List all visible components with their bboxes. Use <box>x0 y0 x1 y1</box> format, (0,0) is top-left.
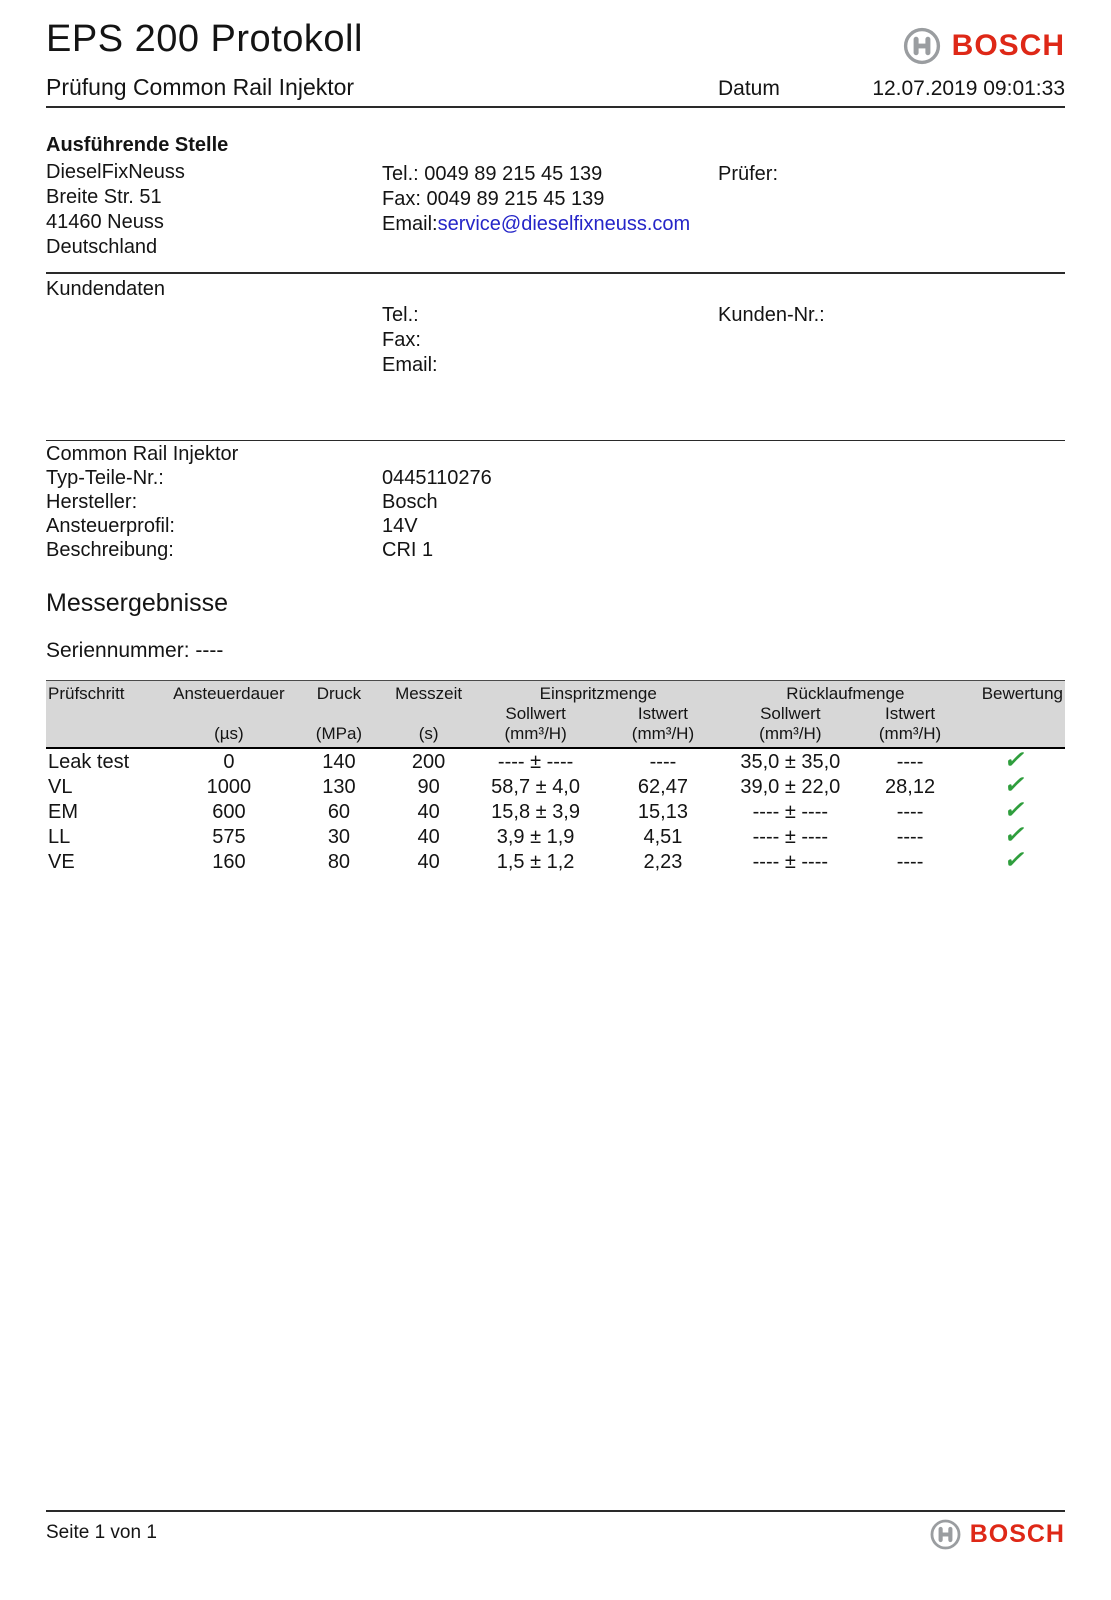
injektor-value: Bosch <box>382 491 438 513</box>
cell-ansteuerdauer: 0 <box>223 750 235 773</box>
tel-value: 0049 89 215 45 139 <box>424 163 603 185</box>
customer-email-label: Email: <box>382 354 438 376</box>
injektor-row <box>46 490 1065 514</box>
col-ruecklauf-sollwert: Sollwert <box>760 704 821 723</box>
cell-druck: 60 <box>327 800 351 823</box>
bosch-armature-icon <box>902 26 942 66</box>
fax-value: 0049 89 215 45 139 <box>426 188 605 210</box>
table-row <box>46 748 1065 774</box>
footer-divider <box>46 1510 1065 1512</box>
page-footer <box>46 1510 1065 1551</box>
cell-pruefschritt: Leak test <box>48 750 130 773</box>
cell-druck: 30 <box>327 825 351 848</box>
cell-ruecklauf-ist: 28,12 <box>885 775 936 798</box>
cell-messzeit: 40 <box>417 800 440 823</box>
customer-heading-block <box>46 278 382 378</box>
kunden-nr-label: Kunden-Nr.: <box>718 304 825 326</box>
cell-druck: 130 <box>322 775 356 798</box>
pruefer-block <box>718 134 1065 260</box>
cell-ruecklauf-ist: ---- <box>896 825 924 848</box>
col-messzeit: Messzeit <box>386 681 471 705</box>
customer-contact-block <box>382 278 718 378</box>
results-table-header <box>46 681 1065 749</box>
unit-s: (s) <box>386 724 471 748</box>
cell-druck: 140 <box>322 750 356 773</box>
pass-check-icon: ✓ <box>1001 845 1029 875</box>
pass-check-icon: ✓ <box>1001 795 1029 825</box>
bosch-logo-footer <box>929 1518 1065 1551</box>
fax-label: Fax: <box>382 188 421 210</box>
messergebnisse-heading: Messergebnisse <box>46 589 229 617</box>
injektor-label: Typ-Teile-Nr.: <box>46 467 164 489</box>
table-row <box>46 774 1065 799</box>
results-table-body <box>46 745 1065 875</box>
workshop-city: 41460 Neuss <box>46 211 164 233</box>
customer-tel-label: Tel.: <box>382 304 419 326</box>
injektor-label: Ansteuerprofil: <box>46 515 175 537</box>
injektor-row <box>46 514 1065 538</box>
cell-pruefschritt: LL <box>48 825 71 848</box>
pass-check-icon: ✓ <box>1001 820 1029 850</box>
table-row <box>46 849 1065 874</box>
col-druck: Druck <box>292 681 387 705</box>
injektor-heading: Common Rail Injektor <box>46 443 239 465</box>
report-subtitle: Prüfung Common Rail Injektor <box>46 74 355 100</box>
col-einspritz-istwert: Istwert <box>637 704 688 723</box>
unit-mpa: (MPa) <box>292 724 387 748</box>
bosch-logo <box>902 26 1065 66</box>
cell-ruecklauf-soll: 35,0 ± 35,0 <box>740 750 841 773</box>
col-pruefschritt: Prüfschritt <box>46 681 166 705</box>
header <box>46 18 1065 66</box>
workshop-tel <box>382 162 718 187</box>
col-bewertung: Bewertung <box>965 681 1065 705</box>
cell-bewertung <box>965 845 1065 875</box>
customer-fax-label: Fax: <box>382 329 421 351</box>
results-table <box>46 680 1065 874</box>
pass-check-icon: ✓ <box>1001 745 1029 775</box>
pruefer-label: Prüfer: <box>718 163 779 185</box>
unit-mm3h: (mm³/H) <box>471 724 600 748</box>
cell-ansteuerdauer: 1000 <box>206 775 252 798</box>
col-ruecklaufmenge: Rücklaufmenge <box>726 681 965 705</box>
injector-divider <box>46 440 1065 441</box>
pass-check-icon: ✓ <box>1001 770 1029 800</box>
header-subrow <box>46 74 1065 101</box>
workshop-street: Breite Str. 51 <box>46 186 162 208</box>
cell-einspritz-soll: 3,9 ± 1,9 <box>496 825 575 848</box>
workshop-name: DieselFixNeuss <box>46 161 185 183</box>
cell-ruecklauf-soll: 39,0 ± 22,0 <box>740 775 841 798</box>
cell-ansteuerdauer: 600 <box>212 800 246 823</box>
col-ruecklauf-istwert: Istwert <box>885 704 936 723</box>
section-heading: Ausführende Stelle <box>46 134 229 156</box>
injektor-row <box>46 538 1065 562</box>
injektor-value: CRI 1 <box>382 539 434 561</box>
cell-ruecklauf-ist: ---- <box>896 850 924 873</box>
unit-us: (µs) <box>166 724 291 748</box>
cell-messzeit: 90 <box>417 775 440 798</box>
col-einspritzmenge: Einspritzmenge <box>471 681 726 705</box>
cell-ruecklauf-ist: ---- <box>896 800 924 823</box>
section-heading: Kundendaten <box>46 278 166 300</box>
unit-mm3h: (mm³/H) <box>600 724 725 748</box>
table-row <box>46 799 1065 824</box>
section-kundendaten <box>46 278 1065 378</box>
datum-label: Datum <box>718 77 780 100</box>
injektor-value: 14V <box>382 515 418 537</box>
cell-einspritz-soll: 15,8 ± 3,9 <box>491 800 580 823</box>
cell-pruefschritt: EM <box>48 800 78 823</box>
col-ansteuerdauer: Ansteuerdauer <box>166 681 291 705</box>
cell-ansteuerdauer: 575 <box>212 825 246 848</box>
workshop-contact-block <box>382 134 718 260</box>
workshop-email <box>382 212 718 237</box>
cell-einspritz-ist: ---- <box>649 750 677 773</box>
cell-einspritz-ist: 2,23 <box>643 850 683 873</box>
cell-ruecklauf-soll: ---- ± ---- <box>752 800 829 823</box>
cell-ruecklauf-ist: ---- <box>896 750 924 773</box>
cell-ruecklauf-soll: ---- ± ---- <box>752 850 829 873</box>
section-injektor <box>46 443 1065 562</box>
cell-messzeit: 200 <box>411 750 446 773</box>
col-einspritz-sollwert: Sollwert <box>505 704 566 723</box>
cell-einspritz-ist: 4,51 <box>643 825 683 848</box>
cell-einspritz-ist: 62,47 <box>637 775 688 798</box>
workshop-address-block <box>46 134 382 260</box>
tel-label: Tel.: <box>382 163 419 185</box>
header-divider <box>46 106 1065 108</box>
injektor-row <box>46 466 1065 490</box>
cell-ruecklauf-soll: ---- ± ---- <box>752 825 829 848</box>
unit-mm3h: (mm³/H) <box>855 724 965 748</box>
section-divider <box>46 272 1065 274</box>
cell-messzeit: 40 <box>417 825 440 848</box>
customer-number-block <box>718 278 1065 378</box>
injektor-label: Hersteller: <box>46 491 138 513</box>
table-row <box>46 824 1065 849</box>
workshop-email-link[interactable]: service@dieselfixneuss.com <box>437 213 691 235</box>
datum-value: 12.07.2019 09:01:33 <box>872 77 1065 100</box>
unit-mm3h: (mm³/H) <box>726 724 855 748</box>
injektor-value: 0445110276 <box>382 467 492 489</box>
cell-pruefschritt: VE <box>48 850 75 873</box>
workshop-country: Deutschland <box>46 236 158 258</box>
bosch-wordmark: BOSCH <box>969 1520 1065 1548</box>
bosch-armature-icon <box>929 1518 962 1551</box>
cell-messzeit: 40 <box>417 850 440 873</box>
bosch-wordmark: BOSCH <box>951 29 1065 62</box>
email-label: Email: <box>382 213 438 235</box>
cell-ansteuerdauer: 160 <box>212 850 246 873</box>
injektor-label: Beschreibung: <box>46 539 174 561</box>
cell-einspritz-soll: 1,5 ± 1,2 <box>496 850 575 873</box>
page-title: EPS 200 Protokoll <box>46 18 363 60</box>
cell-einspritz-soll: ---- ± ---- <box>497 750 574 773</box>
section-ausfuehrende-stelle <box>46 134 1065 260</box>
page-number: Seite 1 von 1 <box>46 1522 157 1543</box>
cell-druck: 80 <box>327 850 351 873</box>
cell-einspritz-soll: 58,7 ± 4,0 <box>491 775 580 798</box>
seriennummer: Seriennummer: ---- <box>46 639 224 662</box>
cell-einspritz-ist: 15,13 <box>637 800 688 823</box>
cell-pruefschritt: VL <box>48 775 73 798</box>
workshop-fax <box>382 187 718 212</box>
